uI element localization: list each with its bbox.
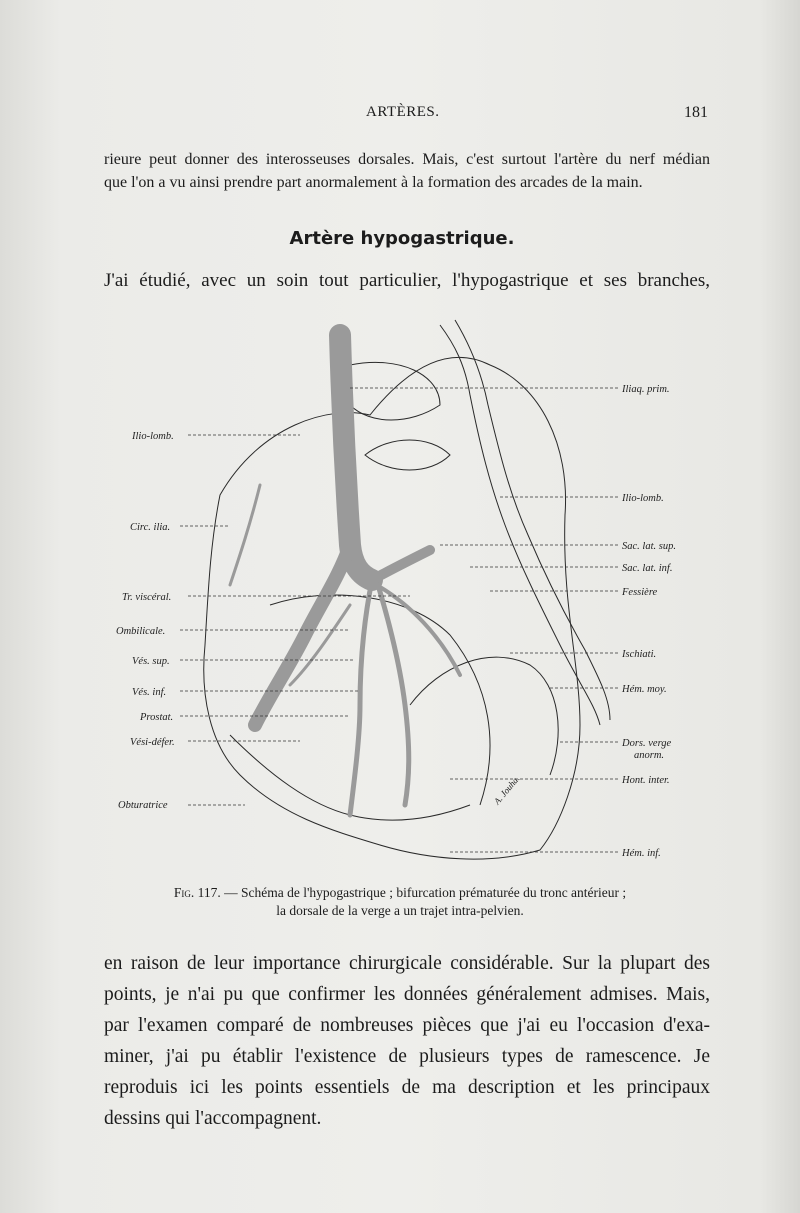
label-ombilicale: Ombilicale. [116, 626, 166, 637]
running-title: ARTÈRES. [366, 104, 440, 120]
label-hont-inter: Hont. inter. [622, 775, 670, 786]
text-line: reproduis ici les points essentiels de ma description et les principaux [104, 1077, 710, 1098]
text-line: par l'examen comparé de nombreuses pièces que j'ai eu l'occasion d'exa- [104, 1015, 710, 1036]
label-obturatrice: Obturatrice [118, 800, 168, 811]
running-head [0, 104, 800, 128]
artist-signature: A. Jouha. [491, 773, 522, 807]
label-prostat: Prostat. [140, 712, 174, 723]
section-title: Artère hypogastrique. [289, 228, 515, 249]
paragraph-continuation [104, 948, 710, 1134]
sacrum-outline [365, 440, 450, 470]
text-line: miner, j'ai pu établir l'existence de plusieurs types de ramescence. Je [104, 1046, 710, 1067]
label-ilio-lomb-right: Ilio-lomb. [622, 493, 664, 504]
anatomical-figure [110, 305, 710, 875]
text-line: rieure peut donner des interosseuses dorsales. Mais, c'est surtout l'artère du nerf médian [104, 151, 710, 168]
ligament-outline [410, 657, 558, 775]
label-hem-inf: Hém. inf. [622, 848, 661, 859]
label-anorm: anorm. [634, 750, 665, 761]
caption-line-2: la dorsale de la verge a un trajet intra-pelvien. [276, 903, 524, 918]
label-circ-ilia: Circ. ilia. [130, 522, 171, 533]
label-iliaq-prim: Iliaq. prim. [622, 384, 670, 395]
label-fessiere: Fessière [622, 587, 658, 598]
label-ves-inf: Vés. inf. [132, 687, 167, 698]
page-number: 181 [684, 104, 708, 121]
caption-line-1 [0, 884, 800, 902]
caption-figure-number: Fig. 117. [173, 885, 221, 900]
text-line: que l'on a vu ainsi prendre part anormalement à la formation des arcades de la main. [104, 174, 643, 191]
pelvis-illustration [110, 305, 710, 875]
label-ves-sup: Vés. sup. [132, 656, 170, 667]
paragraph-hypogastric [104, 268, 710, 294]
label-hem-moy: Hém. moy. [622, 684, 667, 695]
label-ilio-lomb-left: Ilio-lomb. [132, 431, 174, 442]
figure-caption [0, 884, 800, 920]
label-vesi-defer: Vési-défer. [130, 737, 175, 748]
label-dors-verge: Dors. verge [622, 738, 672, 749]
text-line: en raison de leur importance chirurgicale considérable. Sur la plupart des [104, 953, 710, 974]
caption-text: — Schéma de l'hypogastrique ; bifurcation prématurée du tronc antérieur ; [220, 885, 627, 900]
vertebra-outline [350, 362, 440, 420]
ureter-outline-inner [455, 320, 610, 720]
label-sac-lat-sup: Sac. lat. sup. [622, 541, 676, 552]
text-line: points, je n'ai pu que confirmer les données généralement admises. Mais, [104, 984, 710, 1005]
circumflex-iliac-artery [230, 485, 260, 585]
label-sac-lat-inf: Sac. lat. inf. [622, 563, 673, 574]
text-line: J'ai étudié, avec un soin tout particulier, l'hypogastrique et ses branches, [104, 270, 710, 291]
label-ischiati: Ischiati. [622, 649, 657, 660]
text-line: dessins qui l'accompagnent. [104, 1108, 322, 1129]
paragraph-intro [104, 148, 710, 194]
gluteal-trunk [372, 550, 430, 580]
vesical-artery [378, 585, 409, 805]
pelvis-outline [204, 357, 580, 859]
obturator-artery [350, 580, 372, 815]
external-iliac-artery [255, 545, 350, 725]
label-tr-visceral: Tr. viscéral. [122, 592, 172, 603]
